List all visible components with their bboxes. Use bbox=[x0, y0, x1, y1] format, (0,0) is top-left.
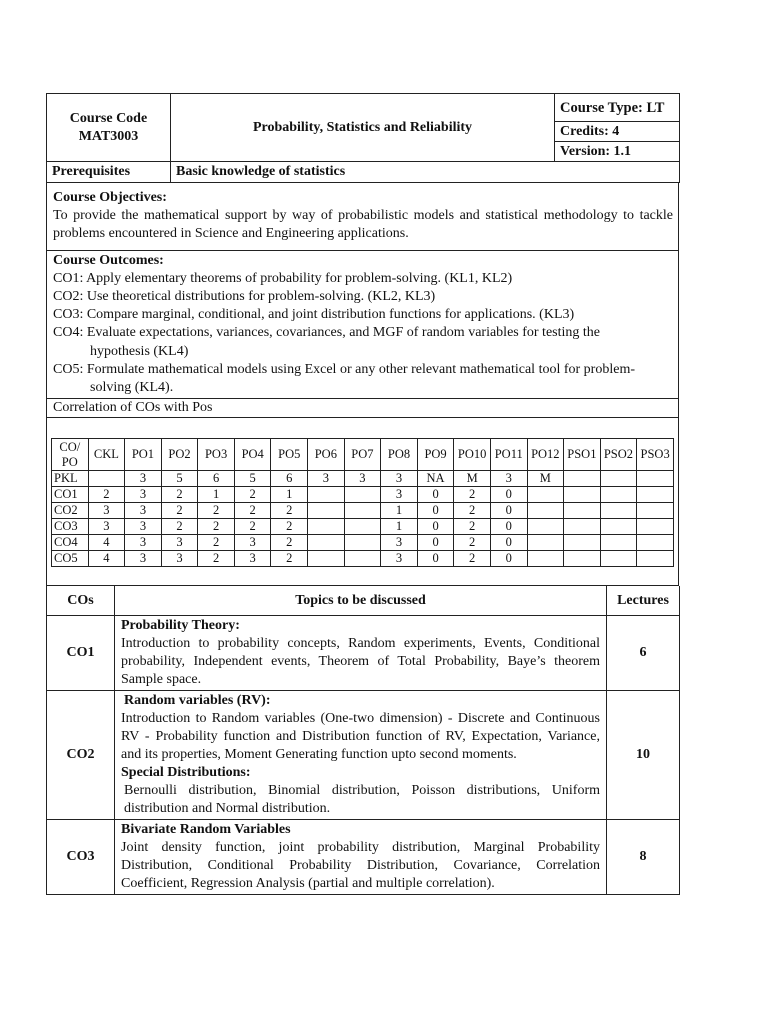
corr-cell bbox=[527, 519, 564, 535]
corr-cell: 0 bbox=[490, 551, 527, 567]
corr-cell bbox=[344, 487, 381, 503]
corr-cell: 6 bbox=[198, 471, 235, 487]
corr-cell bbox=[564, 535, 601, 551]
course-objectives-title: Course Objectives: bbox=[53, 190, 167, 205]
topic-co3-content bbox=[115, 819, 607, 894]
corr-cell: 2 bbox=[454, 551, 491, 567]
credits: Credits: 4 bbox=[555, 122, 680, 142]
corr-cell bbox=[600, 519, 637, 535]
corr-cell: 2 bbox=[198, 535, 235, 551]
corr-row bbox=[52, 503, 674, 519]
corr-cell: 3 bbox=[344, 471, 381, 487]
corr-header-cell: PO12 bbox=[527, 439, 564, 471]
corr-row bbox=[52, 535, 674, 551]
corr-cell: 3 bbox=[234, 535, 271, 551]
corr-cell: CO1 bbox=[52, 487, 89, 503]
corr-cell: M bbox=[527, 471, 564, 487]
corr-cell: 2 bbox=[234, 487, 271, 503]
corr-header-cell: PSO2 bbox=[600, 439, 637, 471]
topic-co2-label: CO2 bbox=[47, 690, 115, 819]
corr-cell bbox=[344, 551, 381, 567]
course-header-table bbox=[46, 93, 680, 183]
corr-cell: 2 bbox=[234, 503, 271, 519]
corr-cell: 1 bbox=[381, 519, 418, 535]
course-title: Probability, Statistics and Reliability bbox=[171, 94, 555, 162]
corr-cell: 3 bbox=[125, 471, 162, 487]
corr-cell: 2 bbox=[198, 551, 235, 567]
topic-row-co3 bbox=[47, 819, 680, 894]
correlation-table bbox=[51, 438, 674, 567]
corr-cell bbox=[564, 487, 601, 503]
corr-cell: NA bbox=[417, 471, 454, 487]
corr-cell bbox=[308, 519, 345, 535]
corr-row bbox=[52, 487, 674, 503]
corr-cell: 1 bbox=[381, 503, 418, 519]
corr-header-cell: PO8 bbox=[381, 439, 418, 471]
topic-row-co1 bbox=[47, 615, 680, 690]
corr-cell bbox=[600, 487, 637, 503]
corr-header-cell: PO5 bbox=[271, 439, 308, 471]
corr-cell: 2 bbox=[198, 519, 235, 535]
corr-cell: 3 bbox=[234, 551, 271, 567]
topic-co2-text2: Bernoulli distribution, Binomial distribution, Poisson distributions, Uniform distribution and Normal distribution. bbox=[124, 782, 600, 816]
outcome-co3: CO3: Compare marginal, conditional, and joint distribution functions for applications. (KL3) bbox=[53, 307, 575, 323]
corr-cell: 3 bbox=[125, 503, 162, 519]
corr-header-cell: PO7 bbox=[344, 439, 381, 471]
corr-cell bbox=[527, 503, 564, 519]
corr-cell: CO2 bbox=[52, 503, 89, 519]
corr-header-cell: PSO1 bbox=[564, 439, 601, 471]
corr-cell bbox=[637, 471, 674, 487]
corr-header-cell: PO4 bbox=[234, 439, 271, 471]
topics-table bbox=[46, 586, 680, 895]
topic-co3-label: CO3 bbox=[47, 819, 115, 894]
outcome-co2: CO2: Use theoretical distributions for problem-solving. (KL2, KL3) bbox=[53, 289, 436, 305]
col-cos-header: COs bbox=[47, 586, 115, 615]
corr-header-cell: PO11 bbox=[490, 439, 527, 471]
corr-header-cell: CKL bbox=[88, 439, 125, 471]
prerequisites-value: Basic knowledge of statistics bbox=[171, 162, 680, 183]
corr-cell: 6 bbox=[271, 471, 308, 487]
topic-co2-text: Introduction to Random variables (One-two dimension) - Discrete and Continuous RV - Probability function and Distribution function of RV, Expectation, Variance, and its properties, Moment Generating function upto second moments. bbox=[121, 710, 600, 762]
corr-cell: 3 bbox=[125, 551, 162, 567]
corr-cell bbox=[308, 535, 345, 551]
corr-cell: 0 bbox=[490, 503, 527, 519]
corr-header-cell: PO2 bbox=[161, 439, 198, 471]
topic-co3-text: Joint density function, joint probability distribution, Marginal Probability Distribution, Conditional Probability Distribution, Covariance, Correlation Coefficient, Regression Analysis (partial and multiple correlation). bbox=[121, 839, 600, 891]
course-objectives-text: To provide the mathematical support by way of probabilistic models and statistical methodology to tackle problems encountered in Science and Engineering applications. bbox=[53, 208, 673, 242]
topic-co1-label: CO1 bbox=[47, 615, 115, 690]
corr-cell: 2 bbox=[454, 519, 491, 535]
corr-cell bbox=[600, 471, 637, 487]
topic-co3-heading: Bivariate Random Variables bbox=[121, 821, 291, 837]
corr-cell: 3 bbox=[125, 519, 162, 535]
outcome-co5-cont: solving (KL4). bbox=[90, 380, 174, 396]
corr-cell: 2 bbox=[454, 535, 491, 551]
corr-row bbox=[52, 551, 674, 567]
topic-row-co2 bbox=[47, 690, 680, 819]
corr-cell: 2 bbox=[88, 487, 125, 503]
corr-cell: 3 bbox=[88, 519, 125, 535]
corr-cell: 3 bbox=[125, 487, 162, 503]
corr-row bbox=[52, 519, 674, 535]
corr-cell bbox=[527, 551, 564, 567]
syllabus-page bbox=[46, 93, 679, 895]
corr-cell: 2 bbox=[161, 487, 198, 503]
corr-cell: 5 bbox=[161, 471, 198, 487]
correlation-title: Correlation of COs with Pos bbox=[46, 399, 679, 418]
topic-co1-content bbox=[115, 615, 607, 690]
outcome-co4-cont: hypothesis (KL4) bbox=[90, 343, 189, 359]
topic-co3-lectures: 8 bbox=[607, 819, 680, 894]
topic-co1-heading: Probability Theory: bbox=[121, 617, 240, 633]
corr-header-cell: PO10 bbox=[454, 439, 491, 471]
corr-cell bbox=[308, 487, 345, 503]
corr-cell: 2 bbox=[271, 503, 308, 519]
corr-row bbox=[52, 471, 674, 487]
corr-cell: 0 bbox=[417, 551, 454, 567]
corr-cell: 3 bbox=[161, 535, 198, 551]
corr-cell: 2 bbox=[271, 519, 308, 535]
topic-co2-lectures: 10 bbox=[607, 690, 680, 819]
topic-co2-heading: Random variables (RV): bbox=[124, 692, 271, 708]
corr-cell: M bbox=[454, 471, 491, 487]
outcome-co1: CO1: Apply elementary theorems of probability for problem-solving. (KL1, KL2) bbox=[53, 270, 513, 286]
corr-cell bbox=[600, 535, 637, 551]
corr-cell: CO4 bbox=[52, 535, 89, 551]
corr-cell: 2 bbox=[271, 535, 308, 551]
corr-header-cell: CO/ PO bbox=[52, 439, 89, 471]
corr-cell bbox=[564, 551, 601, 567]
corr-cell bbox=[308, 503, 345, 519]
corr-cell bbox=[344, 535, 381, 551]
corr-cell bbox=[88, 471, 125, 487]
corr-cell bbox=[600, 551, 637, 567]
corr-header-cell: PO1 bbox=[125, 439, 162, 471]
corr-cell: 3 bbox=[381, 487, 418, 503]
corr-cell: 2 bbox=[161, 503, 198, 519]
corr-cell: 1 bbox=[198, 487, 235, 503]
course-code-cell bbox=[47, 94, 171, 162]
course-objectives-section bbox=[46, 183, 679, 251]
corr-cell: 3 bbox=[381, 471, 418, 487]
col-topics-header: Topics to be discussed bbox=[115, 586, 607, 615]
corr-cell: 0 bbox=[490, 535, 527, 551]
corr-header-cell: PO3 bbox=[198, 439, 235, 471]
topic-co1-text: Introduction to probability concepts, Random experiments, Events, Conditional probability, Independent events, Theorem of Total Probability, Baye’s theorem Sample space. bbox=[121, 635, 600, 687]
corr-cell: 2 bbox=[271, 551, 308, 567]
corr-cell: 2 bbox=[161, 519, 198, 535]
corr-cell bbox=[600, 503, 637, 519]
corr-cell: 4 bbox=[88, 551, 125, 567]
corr-cell: 0 bbox=[490, 519, 527, 535]
corr-header-cell: PSO3 bbox=[637, 439, 674, 471]
outcome-co4: CO4: Evaluate expectations, variances, covariances, and MGF of random variables for testing the bbox=[53, 325, 600, 341]
course-type: Course Type: LT bbox=[555, 94, 680, 122]
corr-cell bbox=[344, 519, 381, 535]
topic-co2-heading2: Special Distributions: bbox=[121, 764, 251, 780]
corr-cell: 2 bbox=[198, 503, 235, 519]
corr-cell: 3 bbox=[161, 551, 198, 567]
corr-cell: 0 bbox=[490, 487, 527, 503]
prerequisites-label: Prerequisites bbox=[47, 162, 171, 183]
corr-header-cell: PO6 bbox=[308, 439, 345, 471]
corr-cell: 0 bbox=[417, 487, 454, 503]
corr-cell: CO3 bbox=[52, 519, 89, 535]
corr-cell bbox=[527, 487, 564, 503]
corr-cell bbox=[564, 519, 601, 535]
corr-cell bbox=[527, 535, 564, 551]
corr-cell: 4 bbox=[88, 535, 125, 551]
corr-cell bbox=[564, 471, 601, 487]
corr-cell: 2 bbox=[454, 503, 491, 519]
corr-cell: 3 bbox=[490, 471, 527, 487]
corr-header-cell: PO9 bbox=[417, 439, 454, 471]
topic-co2-content bbox=[115, 690, 607, 819]
corr-cell bbox=[308, 551, 345, 567]
corr-cell: PKL bbox=[52, 471, 89, 487]
course-outcomes-section bbox=[46, 251, 679, 400]
course-outcomes-title: Course Outcomes: bbox=[53, 252, 164, 268]
correlation-section bbox=[46, 418, 679, 586]
corr-cell bbox=[637, 551, 674, 567]
corr-cell: 0 bbox=[417, 519, 454, 535]
corr-cell: 5 bbox=[234, 471, 271, 487]
corr-cell bbox=[637, 487, 674, 503]
corr-cell bbox=[344, 503, 381, 519]
corr-cell bbox=[637, 535, 674, 551]
col-lectures-header: Lectures bbox=[607, 586, 680, 615]
corr-cell: CO5 bbox=[52, 551, 89, 567]
corr-cell: 3 bbox=[125, 535, 162, 551]
corr-cell bbox=[564, 503, 601, 519]
corr-cell: 3 bbox=[381, 535, 418, 551]
topic-co1-lectures: 6 bbox=[607, 615, 680, 690]
outcome-co5: CO5: Formulate mathematical models using Excel or any other relevant mathematical tool for problem- bbox=[53, 361, 635, 377]
course-code-label: Course Code bbox=[69, 110, 148, 126]
corr-cell: 3 bbox=[88, 503, 125, 519]
corr-cell bbox=[637, 519, 674, 535]
course-code: MAT3003 bbox=[78, 128, 139, 144]
corr-cell: 0 bbox=[417, 535, 454, 551]
corr-cell: 2 bbox=[454, 487, 491, 503]
version: Version: 1.1 bbox=[555, 142, 680, 162]
corr-cell: 3 bbox=[308, 471, 345, 487]
corr-cell: 0 bbox=[417, 503, 454, 519]
corr-cell: 2 bbox=[234, 519, 271, 535]
corr-cell bbox=[637, 503, 674, 519]
corr-cell: 1 bbox=[271, 487, 308, 503]
corr-cell: 3 bbox=[381, 551, 418, 567]
